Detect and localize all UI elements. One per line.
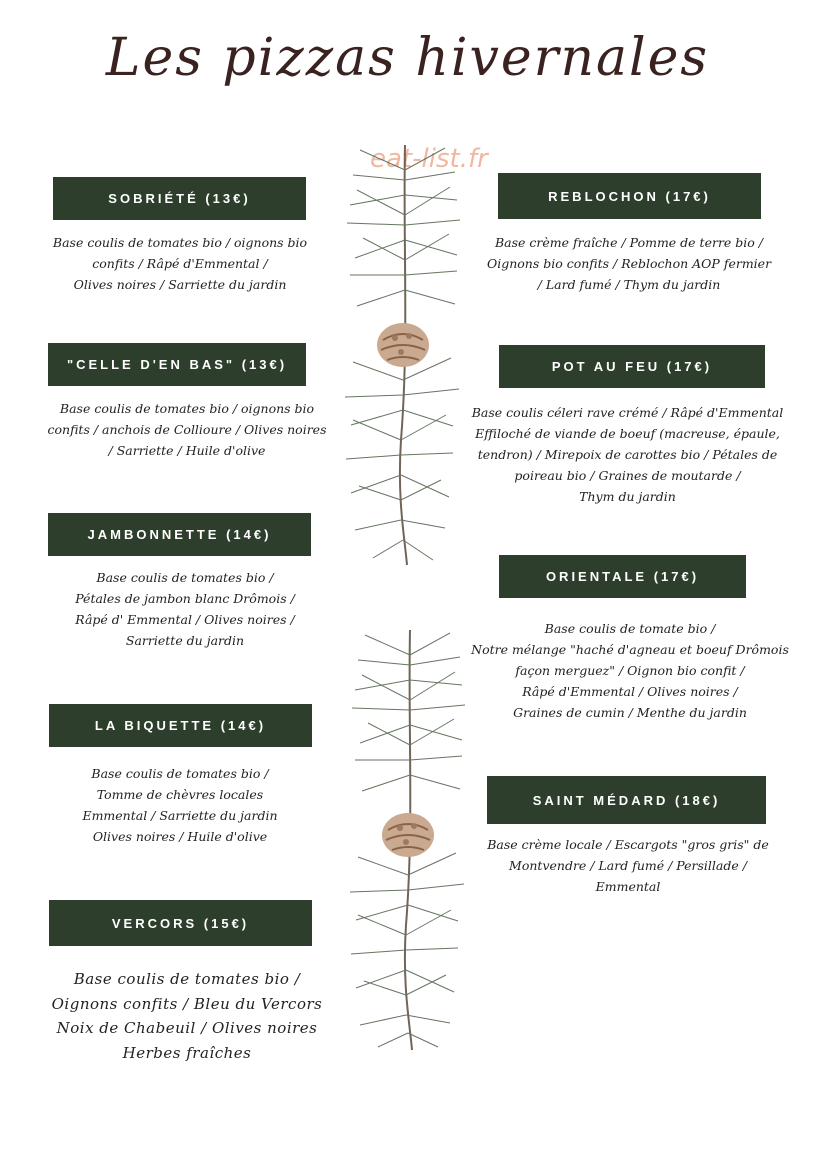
pine-cone-icon xyxy=(382,813,434,857)
pizza-desc-saint-medard: Base crème locale / Escargots "gros gris" de Montvendre / Lard fumé / Persillade / Emmental xyxy=(487,837,769,894)
pizza-desc-sobriete: Base coulis de tomates bio / oignons bio confits / Râpé d'Emmental / Olives noires / Sarriette du jardin xyxy=(52,235,308,292)
pizza-desc-orientale: Base coulis de tomate bio / Notre mélange "haché d'agneau et boeuf Drômois façon merguez" / Oignon bio confit / Râpé d'Emmental / Olives noires / Graines de cumin / Menthe du jardin xyxy=(471,621,789,720)
pine-cone-icon xyxy=(377,323,429,367)
pizza-desc-vercors: Base coulis de tomates bio / Oignons confits / Bleu du Vercors Noix de Chabeuil / Olives noires Herbes fraîches xyxy=(51,970,323,1062)
pizza-title-vercors: VERCORS (15€) xyxy=(49,900,312,946)
pizza-title-la-biquette: LA BIQUETTE (14€) xyxy=(49,704,312,747)
pine-branch-icon xyxy=(335,140,475,570)
page-title: Les pizzas hivernales xyxy=(105,28,710,88)
watermark: eat-list.fr xyxy=(370,144,488,174)
pizza-title-sobriete: SOBRIÉTÉ (13€) xyxy=(53,177,306,220)
pizza-desc-pot-au-feu: Base coulis céleri rave crémé / Râpé d'Emmental Effiloché de viande de boeuf (macreuse, épaule, tendron) / Mirepoix de carottes bio / Pétales de poireau bio / Graines de moutarde / Thym du jardin xyxy=(471,405,784,504)
pizza-desc-reblochon: Base crème fraîche / Pomme de terre bio / Oignons bio confits / Reblochon AOP fermier / Lard fumé / Thym du jardin xyxy=(486,235,772,292)
pizza-desc-jambonnette: Base coulis de tomates bio / Pétales de jambon blanc Drômois / Râpé d' Emmental / Olives noires / Sarriette du jardin xyxy=(75,570,295,648)
pizza-title-pot-au-feu: POT AU FEU (17€) xyxy=(499,345,765,388)
pizza-title-jambonnette: JAMBONNETTE (14€) xyxy=(48,513,311,556)
pizza-desc-la-biquette: Base coulis de tomates bio / Tomme de chèvres locales Emmental / Sarriette du jardin Olives noires / Huile d'olive xyxy=(82,766,278,844)
pizza-title-reblochon: REBLOCHON (17€) xyxy=(498,173,761,219)
pizza-title-saint-medard: SAINT MÉDARD (18€) xyxy=(487,776,766,824)
pizza-title-orientale: ORIENTALE (17€) xyxy=(499,555,746,598)
pizza-title-celle-den-bas: "CELLE D'EN BAS" (13€) xyxy=(48,343,306,386)
pizza-desc-celle-den-bas: Base coulis de tomates bio / oignons bio confits / anchois de Collioure / Olives noires / Sarriette / Huile d'olive xyxy=(47,401,327,458)
pine-branch-icon xyxy=(340,625,480,1055)
